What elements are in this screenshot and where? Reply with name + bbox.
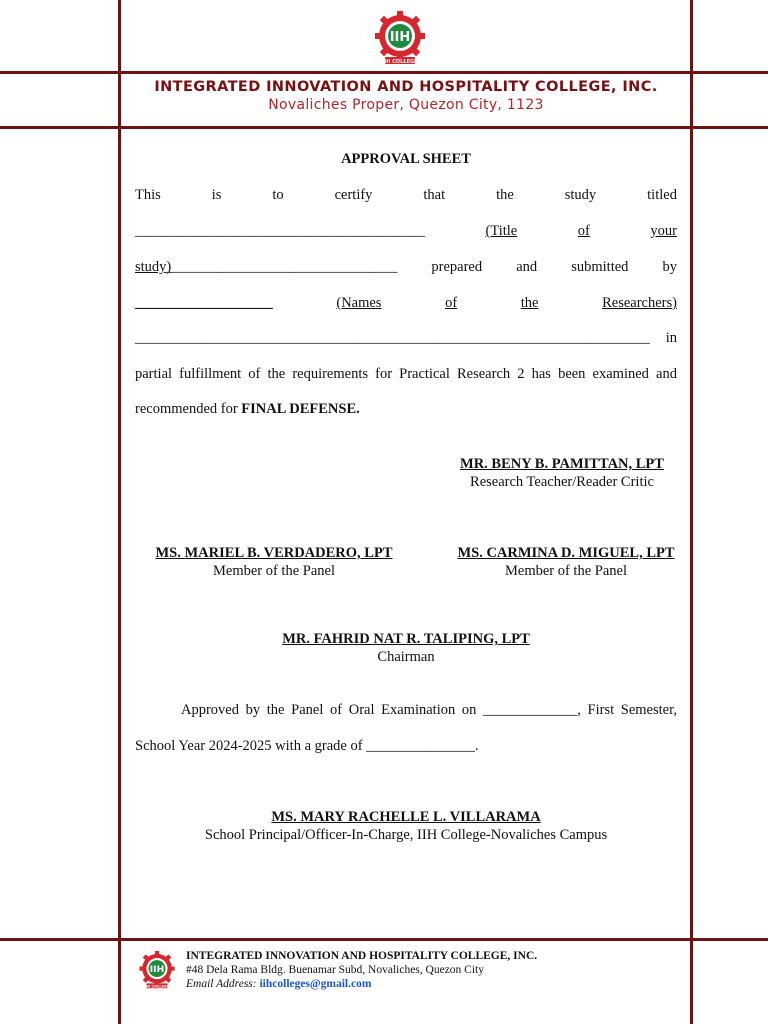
word: 2 [517,366,525,382]
word: Researchers) [602,295,677,311]
footer-logo [138,948,176,992]
word: by [245,702,261,718]
signatory-name: MS. MARIEL B. VERDADERO, LPT [155,545,393,561]
footer-top-line [0,938,768,941]
signature-panel-member-2 [446,544,686,580]
body-line-4 [135,294,677,312]
word: and [656,366,677,382]
word: Semester, [620,702,677,718]
footer-college-name: INTEGRATED INNOVATION AND HOSPITALITY COLLEGE, INC. [186,950,538,962]
footer-email-line [186,978,371,990]
names-blank: _______________________________________________________________________ [135,330,650,346]
approval-line-1 [181,701,677,719]
document-title: APPROVAL SHEET [341,151,471,167]
logo-caption: IIH COLLEGE [144,984,170,989]
word: First [587,702,615,718]
word: of [330,702,343,718]
body-line-5 [135,329,677,347]
signature-panel-member-1 [154,544,394,580]
word: (Title [485,223,518,239]
footer-email-label: Email Address: [186,978,257,990]
word: in [665,330,677,346]
signature-research-teacher [440,455,684,491]
signature-chairman [135,630,677,666]
signatory-role: School Principal/Officer-In-Charge, IIH College-Novaliches Campus [204,827,608,843]
word: of [577,223,590,239]
signatory-role: Research Teacher/Reader Critic [470,474,654,490]
word: by [662,259,677,275]
signatory-role: Chairman [377,649,435,665]
logo-caption: IIH COLLEGE [382,59,418,65]
body-line-2 [135,222,677,240]
word: that [423,187,446,203]
word: Approved [181,702,239,718]
word: Practical [399,366,450,382]
word: This [135,187,161,203]
word: study) [135,259,172,275]
word: requirements [292,366,369,382]
word: for [375,366,393,382]
word: prepared [431,259,483,275]
word: (Names [336,295,382,311]
word: examined [592,366,649,382]
footer-email-link[interactable]: iihcolleges@gmail.com [259,978,372,990]
word: of [445,295,458,311]
word: the [267,366,286,382]
signatory-name: MS. CARMINA D. MIGUEL, LPT [457,545,675,561]
word: the [520,295,539,311]
body-line-3 [135,258,677,276]
word: the [266,702,285,718]
signature-principal [135,808,677,844]
footer-address: #48 Dela Rama Bldg. Buenamar Subd, Novaliches, Quezon City [186,964,484,976]
word: submitted [571,259,629,275]
word: Panel [291,702,324,718]
approval-line-2: School Year 2024-2025 with a grade of _______________. [135,738,479,754]
body-line-7 [135,400,677,418]
word: Examination [381,702,456,718]
word: been [558,366,586,382]
college-address: Novaliches Proper, Quezon City, 1123 [268,97,544,113]
signatory-name: MR. BENY B. PAMITTAN, LPT [460,456,664,472]
title-blank: ________________________________________ [135,223,425,239]
word: titled [647,187,677,203]
logo-letters: IIH [149,965,165,976]
word: on [461,702,477,718]
right-margin-line [690,0,693,1024]
word: fulfillment [179,366,242,382]
names-blank: ___________________ [135,295,273,311]
college-name: INTEGRATED INNOVATION AND HOSPITALITY COLLEGE, INC. [154,79,658,95]
body-line-6 [135,365,677,383]
header-top-line [0,71,768,74]
header-bottom-line [0,126,768,129]
signatory-role: Member of the Panel [212,563,335,579]
date-blank: _____________, [483,702,581,718]
final-defense-text: FINAL DEFENSE. [241,401,360,417]
word: partial [135,366,173,382]
signatory-name: MR. FAHRID NAT R. TALIPING, LPT [282,631,530,647]
left-margin-line [118,0,121,1024]
word: Research [457,366,511,382]
word: is [211,187,222,203]
word: Oral [348,702,375,718]
word: certify [334,187,373,203]
college-logo [373,8,427,68]
body-line-1 [135,186,677,204]
word: to [272,187,284,203]
title-blank: ________________________________ [165,259,398,275]
word: and [516,259,538,275]
recommended-text: recommended for [135,401,242,417]
word: your [650,223,677,239]
signatory-name: MS. MARY RACHELLE L. VILLARAMA [271,809,541,825]
signatory-role: Member of the Panel [504,563,627,579]
word: of [248,366,261,382]
word: the [496,187,514,203]
logo-letters: IIH [389,30,411,45]
word: has [531,366,551,382]
word: study [564,187,597,203]
